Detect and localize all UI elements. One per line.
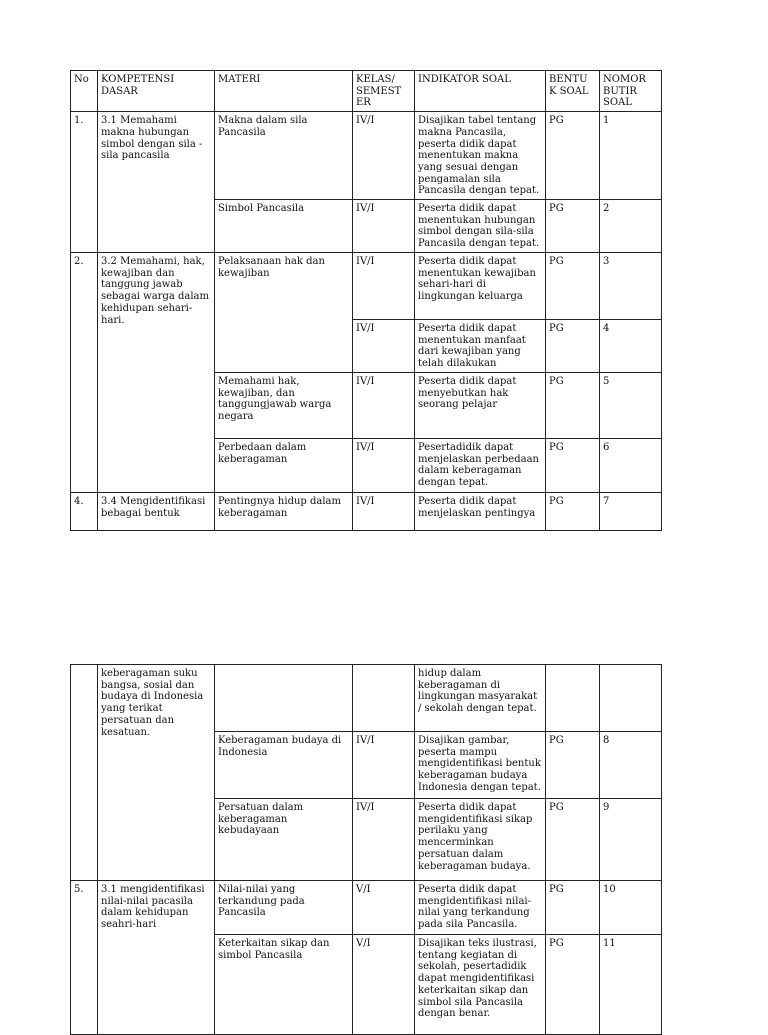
- cell-materi: Pentingnya hidup dalam keberagaman: [215, 493, 353, 531]
- cell-nomor: [600, 665, 662, 732]
- cell-bentuk: PG: [546, 200, 600, 253]
- cell-nomor: 11: [600, 935, 662, 1035]
- cell-nomor: 7: [600, 493, 662, 531]
- cell-materi: Keberagaman budaya di Indonesia: [215, 732, 353, 799]
- cell-bentuk: PG: [546, 732, 600, 799]
- cell-bentuk: PG: [546, 373, 600, 439]
- cell-kelas: IV/I: [353, 799, 415, 881]
- cell-materi: Keterkaitan sikap dan simbol Pancasila: [215, 935, 353, 1035]
- cell-kelas: IV/I: [353, 439, 415, 493]
- header-indikator-soal: INDIKATOR SOAL: [415, 71, 546, 112]
- cell-indikator: Peserta didik dapat menjelaskan pentingya: [415, 493, 546, 531]
- cell-indikator: Peserta didik dapat menentukan manfaat dari kewajiban yang telah dilakukan: [415, 320, 546, 373]
- cell-indikator: Peserta didik dapat mengidentifikasi sikap perilaku yang mencerminkan persatuan dalam keberagaman budaya.: [415, 799, 546, 881]
- header-kelas-semester: KELAS/ SEMEST ER: [353, 71, 415, 112]
- cell-kelas: IV/I: [353, 320, 415, 373]
- cell-no: 2.: [71, 253, 98, 493]
- cell-no: 5.: [71, 881, 98, 1035]
- cell-indikator: Peserta didik dapat menyebutkan hak seorang pelajar: [415, 373, 546, 439]
- table-row: [71, 493, 662, 531]
- header-kompetensi-dasar: KOMPETENSI DASAR: [98, 71, 215, 112]
- grid-table-page-1: [70, 70, 662, 531]
- table-row: [71, 253, 662, 320]
- cell-kompetensi-dasar: 3.4 Mengidentifikasi bebagai bentuk: [98, 493, 215, 531]
- header-materi: MATERI: [215, 71, 353, 112]
- cell-indikator: hidup dalam keberagaman di lingkungan masyarakat / sekolah dengan tepat.: [415, 665, 546, 732]
- cell-bentuk: PG: [546, 253, 600, 320]
- cell-kelas: IV/I: [353, 732, 415, 799]
- cell-materi: Persatuan dalam keberagaman kebudayaan: [215, 799, 353, 881]
- cell-nomor: 3: [600, 253, 662, 320]
- cell-indikator: Disajikan teks ilustrasi, tentang kegiatan di sekolah, pesertadidik dapat mengidentifikasi keterkaitan sikap dan simbol sila Pancasila dengan benar.: [415, 935, 546, 1035]
- cell-materi: Simbol Pancasila: [215, 200, 353, 253]
- cell-nomor: 1: [600, 112, 662, 200]
- cell-nomor: 2: [600, 200, 662, 253]
- cell-indikator: Peserta didik dapat mengidentifikasi nilai-nilai yang terkandung pada sila Pancasila.: [415, 881, 546, 935]
- cell-kelas: V/I: [353, 881, 415, 935]
- cell-indikator: Peserta didik dapat menentukan kewajiban sehari-hari di lingkungan keluarga: [415, 253, 546, 320]
- cell-nomor: 8: [600, 732, 662, 799]
- table-row: [71, 112, 662, 200]
- cell-kompetensi-dasar: 3.1 Memahami makna hubungan simbol dengan sila -sila pancasila: [98, 112, 215, 253]
- cell-no: [71, 665, 98, 881]
- cell-kelas: IV/I: [353, 112, 415, 200]
- cell-bentuk: PG: [546, 439, 600, 493]
- grid-table-page-2: [70, 664, 662, 1035]
- cell-indikator: Disajikan gambar, peserta mampu mengidentifikasi bentuk keberagaman budaya Indonesia dengan tepat.: [415, 732, 546, 799]
- cell-bentuk: PG: [546, 881, 600, 935]
- cell-kelas: [353, 665, 415, 732]
- cell-materi: Nilai-nilai yang terkandung pada Pancasila: [215, 881, 353, 935]
- header-bentuk-soal: BENTU K SOAL: [546, 71, 600, 112]
- header-no: No: [71, 71, 98, 112]
- cell-kelas: V/I: [353, 935, 415, 1035]
- cell-nomor: 9: [600, 799, 662, 881]
- cell-indikator: Pesertadidik dapat menjelaskan perbedaan dalam keberagaman dengan tepat.: [415, 439, 546, 493]
- cell-indikator: Peserta didik dapat menentukan hubungan simbol dengan sila-sila Pancasila dengan tepat.: [415, 200, 546, 253]
- cell-nomor: 5: [600, 373, 662, 439]
- cell-nomor: 10: [600, 881, 662, 935]
- cell-bentuk: PG: [546, 112, 600, 200]
- cell-kelas: IV/I: [353, 493, 415, 531]
- cell-kompetensi-dasar: keberagaman suku bangsa, sosial dan budaya di Indonesia yang terikat persatuan dan kesatuan.: [98, 665, 215, 881]
- cell-kelas: IV/I: [353, 373, 415, 439]
- cell-kelas: IV/I: [353, 253, 415, 320]
- table-row: [71, 881, 662, 935]
- header-nomor-butir-soal: NOMOR BUTIR SOAL: [600, 71, 662, 112]
- cell-no: 1.: [71, 112, 98, 253]
- table-row: [71, 665, 662, 732]
- cell-indikator: Disajikan tabel tentang makna Pancasila, peserta didik dapat menentukan makna yang sesuai dengan pengamalan sila Pancasila dengan tepat.: [415, 112, 546, 200]
- cell-bentuk: PG: [546, 799, 600, 881]
- cell-bentuk: PG: [546, 320, 600, 373]
- cell-bentuk: [546, 665, 600, 732]
- cell-kelas: IV/I: [353, 200, 415, 253]
- cell-materi: [215, 665, 353, 732]
- cell-bentuk: PG: [546, 493, 600, 531]
- cell-materi: Memahami hak, kewajiban, dan tanggungjawab warga negara: [215, 373, 353, 439]
- cell-bentuk: PG: [546, 935, 600, 1035]
- cell-materi: Pelaksanaan hak dan kewajiban: [215, 253, 353, 373]
- cell-materi: Makna dalam sila Pancasila: [215, 112, 353, 200]
- cell-nomor: 6: [600, 439, 662, 493]
- cell-kompetensi-dasar: 3.1 mengidentifikasi nilai-nilai pacasila dalam kehidupan seahri-hari: [98, 881, 215, 1035]
- cell-no: 4.: [71, 493, 98, 531]
- cell-kompetensi-dasar: 3.2 Memahami, hak, kewajiban dan tanggung jawab sebagai warga dalam kehidupan sehari-hari.: [98, 253, 215, 493]
- cell-nomor: 4: [600, 320, 662, 373]
- header-row: [71, 71, 662, 112]
- cell-materi: Perbedaan dalam keberagaman: [215, 439, 353, 493]
